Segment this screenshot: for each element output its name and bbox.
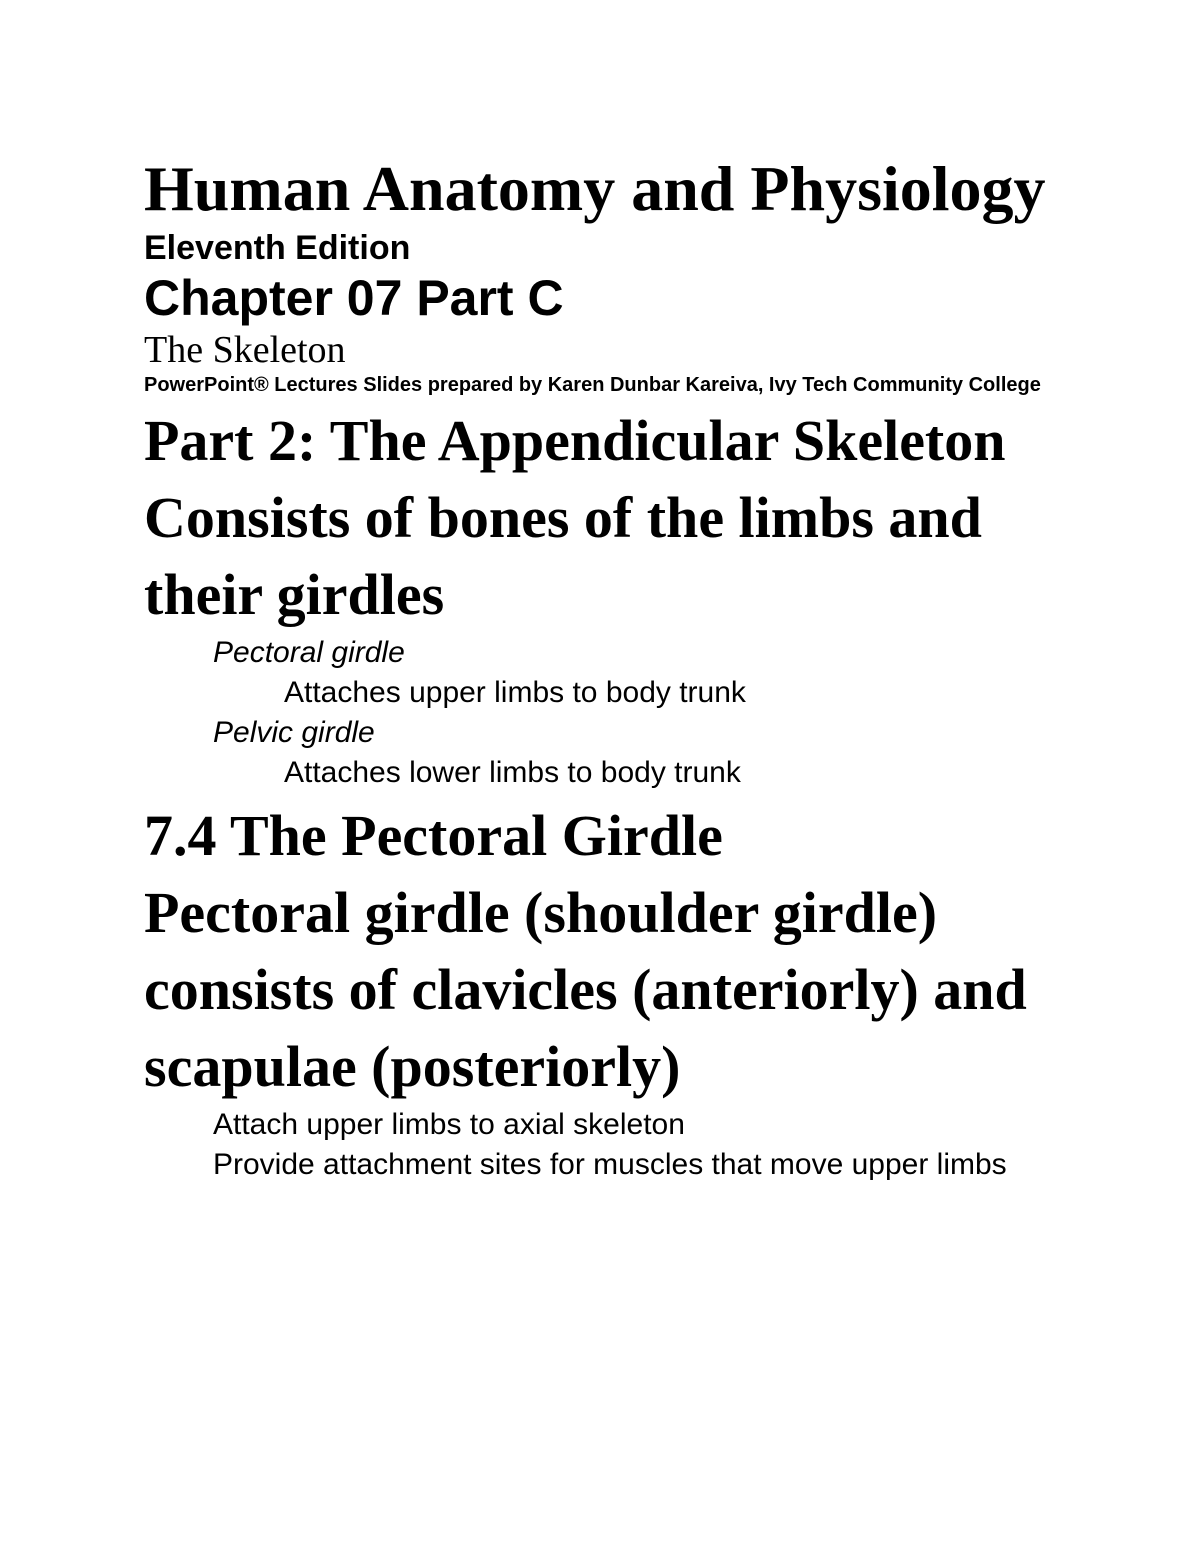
pelvic-girdle-detail: Attaches lower limbs to body trunk — [284, 756, 741, 789]
chapter-subtitle: The Skeleton — [144, 329, 346, 371]
edition-label: Eleventh Edition — [144, 229, 411, 267]
section-7-4-heading: 7.4 The Pectoral Girdle — [144, 803, 723, 868]
document-title: Human Anatomy and Physiology — [144, 153, 1046, 224]
part2-lead: Consists of bones of the limbs and their girdles — [144, 485, 982, 627]
pectoral-girdle-detail: Attaches upper limbs to body trunk — [284, 676, 746, 709]
point-attach-upper-limbs: Attach upper limbs to axial skeleton — [213, 1108, 685, 1141]
pelvic-girdle-item: Pelvic girdle — [213, 716, 375, 749]
section-7-4-lead: Pectoral girdle (shoulder girdle) consists of clavicles (anteriorly) and scapulae (posteriorly) — [144, 880, 1027, 1099]
part2-heading: Part 2: The Appendicular Skeleton — [144, 408, 1006, 473]
chapter-label: Chapter 07 Part C — [144, 270, 564, 326]
pectoral-girdle-item: Pectoral girdle — [213, 636, 405, 669]
point-muscle-attachment: Provide attachment sites for muscles that move upper limbs — [213, 1148, 1007, 1181]
author-credit: PowerPoint® Lectures Slides prepared by Karen Dunbar Kareiva, Ivy Tech Community College — [144, 374, 1041, 396]
document-page — [144, 150, 1084, 1185]
